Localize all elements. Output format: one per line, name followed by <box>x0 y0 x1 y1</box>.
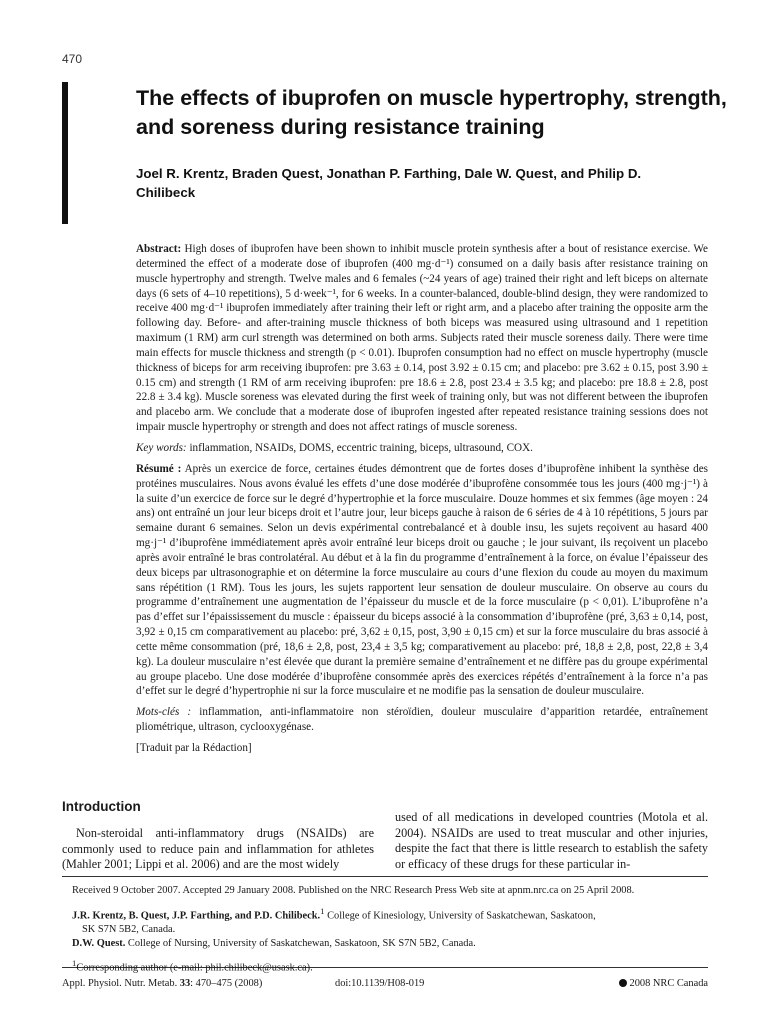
introduction-right-column: used of all medications in developed countries (Motola et al. 2004). NSAIDs are used to treat muscular and other injuries, despite the fact that there is little research to establish the safety or efficacy of these drugs for these particular in- <box>395 810 708 871</box>
copyright-text: 2008 NRC Canada <box>629 978 708 989</box>
copyright-icon <box>619 979 627 987</box>
translation-note: [Traduit par la Rédaction] <box>136 742 252 754</box>
received-note: Received 9 October 2007. Accepted 29 January 2008. Published on the NRC Research Press Web site at apnm.nrc.ca on 25 April 2008. <box>72 885 635 896</box>
copyright <box>619 978 709 989</box>
affiliation-2-text: College of Nursing, University of Saskatchewan, Saskatoon, SK S7N 5B2, Canada. <box>127 938 476 950</box>
introduction-heading: Introduction <box>62 799 141 814</box>
keywords-text: inflammation, NSAIDs, DOMS, eccentric training, biceps, ultrasound, COX. <box>189 441 533 454</box>
abstract-block <box>136 242 708 762</box>
author-list: Joel R. Krentz, Braden Quest, Jonathan P. Farthing, Dale W. Quest, and Philip D. Chilibeck <box>136 166 642 200</box>
journal-name: Appl. Physiol. Nutr. Metab. <box>62 978 178 989</box>
resume-label: Résumé : <box>136 462 182 475</box>
title-accent-bar <box>62 82 68 224</box>
affiliation-1-names: J.R. Krentz, B. Quest, J.P. Farthing, and P.D. Chilibeck. <box>72 910 321 922</box>
motscles-label: Mots-clés : <box>136 706 192 719</box>
abstract-text: High doses of ibuprofen have been shown to inhibit muscle protein synthesis after a bout of resistance exercise. We determined the effect of a moderate dose of ibuprofen (400 mg·d⁻¹) consumed on a daily basis after resistance training on muscle hypertrophy and strength. Twelve males and 6 females (~24 years of age) trained their right and left biceps on alternate days (6 sets of 4–10 repetitions), 5 d·week⁻¹, for 6 weeks. In a counter-balanced, double-blind design, they were randomized to receive 400 mg·d⁻¹ ibuprofen immediately after training their left or right arm, and a placebo after training the opposite arm the following day. Before- and after-training muscle thickness of both biceps was measured using ultrasound and 1 repetition maximum (1 RM) arm curl strength was determined on both arms. Subjects rated their muscle soreness daily. There were time main effects for muscle thickness and strength (p < 0.01). Ibuprofen consumption had no effect on muscle hypertrophy (muscle thickness of biceps for arm receiving ibuprofen: pre 3.63 ± 0.14, post 3.92 ± 0.15 cm; and placebo: pre 3.62 ± 0.15, post 3.90 ± 0.15 cm) and strength (1 RM of arm receiving ibuprofen: pre 18.6 ± 2.8, post 23.4 ± 3.5 kg; and placebo: pre 18.8 ± 2.8, post 22.8 ± 3.4 kg). Muscle soreness was elevated during the first week of training only, but was not different between the ibuprofen and placebo arm. We conclude that a moderate dose of ibuprofen ingested after repeated resistance training sessions does not impair muscle hypertrophy or strength and does not affect ratings of muscle soreness. <box>136 243 708 434</box>
corresponding-author <box>62 956 708 975</box>
motscles-text: inflammation, anti-inflammatoire non stéroïdien, douleur musculaire d’apparition retardée, entraînement pliométrique, ultrason, cyclooxygénase. <box>136 706 708 734</box>
motscles-paragraph <box>136 705 708 735</box>
page-number: 470 <box>62 52 83 66</box>
footnote-box <box>62 876 708 974</box>
resume-text: Après un exercice de force, certaines études démontrent que de fortes doses d’ibuprofène inhibent la synthèse des protéines musculaires. Nous avons évalué les effets d’une dose modérée d’ibuprofène consommée tous les jours (400 mg·j⁻¹) à la suite d’un exercice de force sur le degré d’hypertrophie et la force musculaire. Douze hommes et six femmes (âge moyen : 24 ans) ont entraîné un jour leur biceps droit et l’autre jour, leur biceps gauche à raison de 6 séries de 4 à 10 répétitions, 5 jours par semaine durant 6 semaines. Selon un devis expérimental contrebalancé et à double insu, les sujets reçoivent au hasard 400 mg·j⁻¹ d’ibuprofène immédiatement après avoir entraîné leur biceps droit ou gauche ; le jour suivant, ils reçoivent un placebo après avoir entraîné le bras controlatéral. Au début et à la fin du programme d’entraînement à la force, on évalue l’épaisseur des deux biceps par ultrasonographie et on détermine la force musculaire au cours d’une flexion du coude au moyen du maximum sans répétition (1 RM). Tous les jours, les sujets rapportent leur sensation de douleur musculaire. On observe au cours du programme d’entraînement une augmentation de l’épaisseur du muscle et de la force musculaire (p < 0,01). L’ibuprofène n’a pas d’effet sur l’épaississement du muscle : épaisseur du biceps associé à la consommation d’ibuprofène (pré, 3,63 ± 0,14, post, 3,92 ± 0,15 cm comparativement au placebo: pré, 3,62 ± 0,15, post, 3,90 ± 0,15 cm) et sur la force musculaire du bras associé à cette même consommation (pré, 18,6 ± 2,8, post, 23,4 ± 3,5 kg; comparativement au placebo: pré, 18,8 ± 2,8, post, 22,8 ± 3,4 kg). La douleur musculaire n’est élevée que durant la première semaine d’entraînement et ne diffère pas du groupe expérimental au groupe placebo. Une dose modérée d’ibuprofène consommée après des exercices répétés d’entraînement à la force n’a pas d’effet sur le degré d’hypertrophie ni sur la force musculaire et ne modifie pas la sensation de douleur musculaire. <box>136 462 709 698</box>
affiliation-1 <box>62 904 708 937</box>
corresponding-text: Corresponding author (e-mail: phil.chilibeck@usask.ca). <box>76 962 313 974</box>
keywords-paragraph <box>136 441 708 456</box>
affiliation-2-names: D.W. Quest. <box>72 938 126 950</box>
affiliation-1-marker: 1 <box>320 906 325 916</box>
introduction-left-column: Non-steroidal anti-inflammatory drugs (NSAIDs) are commonly used to reduce pain and inflammation for athletes (Mahler 2001; Lippi et al. 2006) and are the most widely <box>62 826 374 872</box>
journal-volume: 33 <box>179 978 191 989</box>
doi: doi:10.1139/H08-019 <box>335 978 425 989</box>
article-title: The effects of ibuprofen on muscle hypertrophy, strength, and soreness during resistance training <box>136 86 727 139</box>
journal-citation <box>62 978 262 989</box>
affiliation-1-text: College of Kinesiology, University of Saskatchewan, Saskatoon, <box>327 910 596 922</box>
journal-pages: : 470–475 (2008) <box>190 978 263 989</box>
corresponding-marker: 1 <box>72 958 77 969</box>
keywords-label: Key words: <box>136 441 187 454</box>
abstract-label: Abstract: <box>136 243 182 255</box>
abstract-paragraph <box>136 242 708 435</box>
resume-paragraph <box>136 462 708 700</box>
affiliation-1-text-cont: SK S7N 5B2, Canada. <box>82 924 176 936</box>
affiliation-2 <box>62 937 708 951</box>
